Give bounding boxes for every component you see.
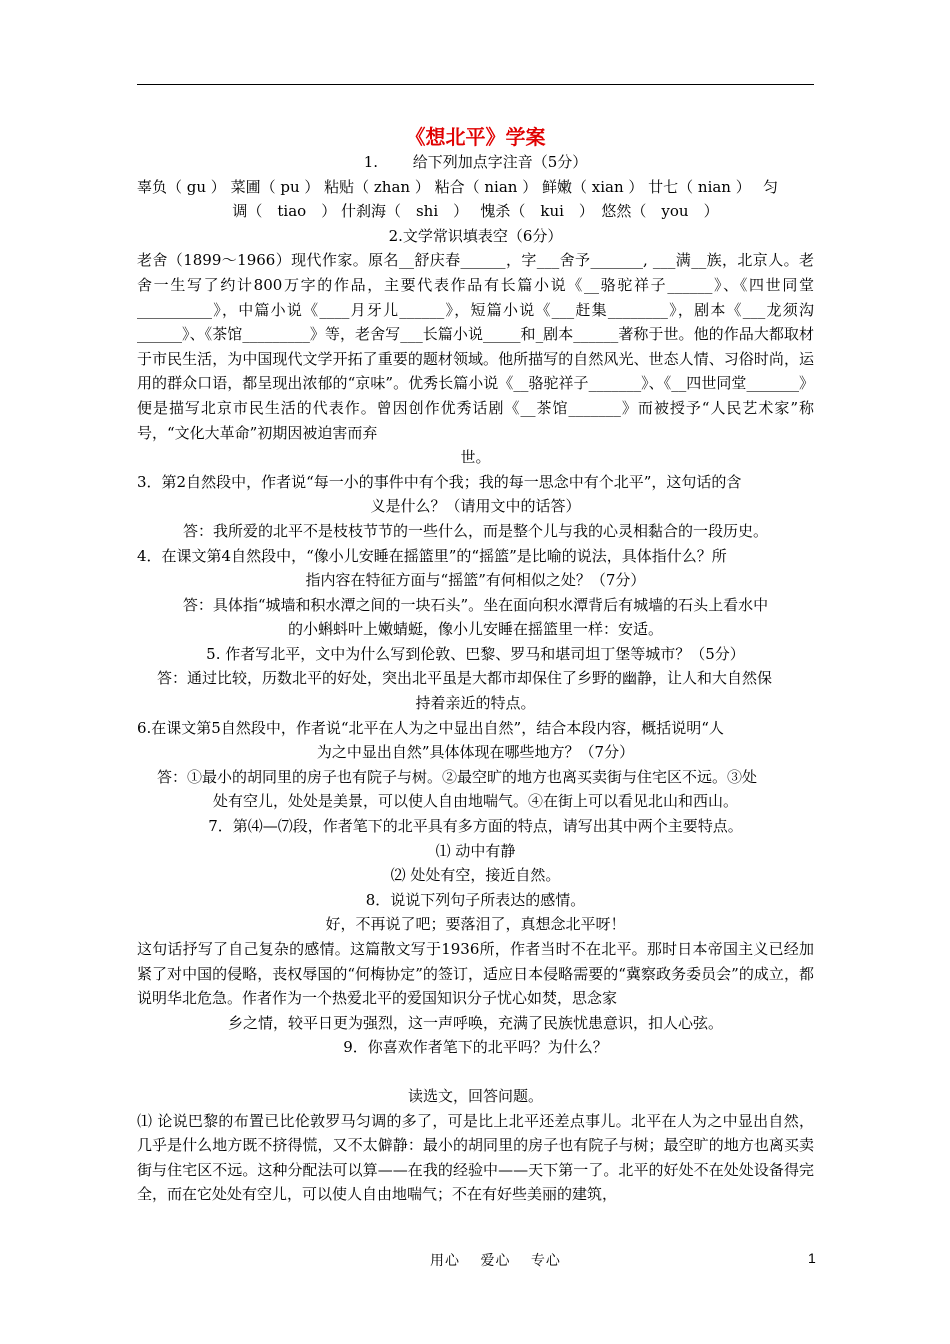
q7-answer-2: ⑵ 处处有空，接近自然。 [390, 866, 561, 885]
q1-line1: 辜负（ gu ） 菜圃（ pu ） 粘贴（ zhan ） 粘合（ nian ） 鲜嫩（ xian ） 廿七（ nian ） 匀 [137, 177, 779, 196]
q8-question: 8．说说下列句子所表达的感情。 [365, 890, 586, 909]
q9-question: 9．你喜欢作者笔下的北平吗？为什么？ [343, 1038, 608, 1057]
q7-question: 7．第⑷—⑺段，作者笔下的北平具有多方面的特点，请写出其中两个主要特点。 [208, 817, 743, 836]
q6-question-line2: 为之中显出自然”具体体现在哪些地方？（7分） [316, 743, 635, 762]
q5-answer-line1: 答：通过比较，历数北平的好处，突出北平虽是大都市却保住了乡野的幽静，让人和大自然保 [157, 669, 773, 688]
q3-answer: 答：我所爱的北平不是枝枝节节的一些什么，而是整个儿与我的心灵相黏合的一段历史。 [182, 521, 768, 540]
q6-answer-line1: 答：①最小的胡同里的房子也有院子与树。②最空旷的地方也离买卖街与住宅区不远。③处 [157, 767, 758, 786]
q6-question-line1: 6.在课文第5自然段中，作者说“北平在人为之中显出自然”，结合本段内容，概括说明“人 [137, 718, 724, 737]
reading-paragraph-1: ⑴ 论说巴黎的布置已比伦敦罗马匀调的多了，可是比上北平还差点事儿。北平在人为之中显出自然，几乎是什么地方既不挤得慌，又不太僻静：最小的胡同里的房子也有院子与树；最空旷的地方也离买卖街与住宅区不远。这种分配法可以算——在我的经验中——天下第一了。北平的好处不在处处设备得完全，而在它处处有空儿，可以使人自由地喘气；不在有好些美丽的建筑， [137, 1111, 814, 1204]
q8-quote: 好，不再说了吧；要落泪了，真想念北平呀！ [325, 915, 626, 934]
q3-question-line2: 义是什么？（请用文中的话答） [370, 497, 581, 516]
q8-answer: 这句话抒写了自己复杂的感情。这篇散文写于1936所，作者当时不在北平。那时日本帝国主义已经加紧了对中国的侵略，丧权辱国的“何梅协定”的签订，适应日本侵略需要的“冀察政务委员会”的成立，都说明华北危急。作者作为一个热爱北平的爱国知识分子忧心如焚，思念家 [137, 940, 814, 1008]
page-number: 1 [808, 1250, 816, 1266]
q1-line2: 调（ tiao ） 什刹海（ shi ） 愧杀（ kui ） 悠然（ you ） [232, 202, 719, 221]
q8-answer-tail: 乡之情，较平日更为强烈，这一声呼唤，充满了民族忧患意识，扣人心弦。 [227, 1013, 723, 1032]
q2-heading: 2.文学常识填表空（6分） [388, 226, 563, 245]
q4-answer-line2: 的小蝌蚪叶上嫩蜻蜓，像小儿安睡在摇篮里一样：安适。 [287, 620, 663, 639]
q4-answer-line1: 答：具体指“城墙和积水潭之间的一块石头”。坐在面向积水潭背后有城墙的石头上看水中 [182, 595, 769, 614]
footer-slogan: 用心 爱心 专心 [430, 1253, 561, 1269]
q2-body: 老舍（1899～1966）现代作家。原名__舒庆春______，字___舍予_______, ___满__族，北京人。老舍一生写了约计800万字的作品，主要代表作品有长篇小说《__骆驼祥子______》、《四世同堂__________》，中篇小说《____月牙儿______》，短篇小说《___赶集________》，剧本《___龙须沟______》、《茶馆_________》等，老舍写___长篇小说_____和_剧本______著称于世。他的作品大都取材于市民生活，为中国现代文学开拓了重要的题材领域。他所描写的自然风光、世态人情、习俗时尚，运用的群众口语，都呈现出浓郁的“京味”。优秀长篇小说《__骆驼祥子_______》、《__四世同堂_______》便是描写北京市民生活的代表作。曾因创作优秀话剧《__茶馆_______》而被授予“人民艺术家”称号，“文化大革命”初期因被迫害而弃 [137, 251, 814, 442]
document-body [137, 124, 814, 1207]
q4-question-line1: 4．在课文第4自然段中，“像小儿安睡在摇篮里”的“摇篮”是比喻的说法，具体指什么？所 [137, 546, 727, 565]
reading-heading: 读选文，回答问题。 [407, 1086, 543, 1105]
q1-heading: 1. 给下列加点字注音（5分） [363, 153, 588, 171]
q4-question-line2: 指内容在特征方面与“摇篮”有何相似之处？（7分） [305, 571, 646, 590]
spacer [137, 1060, 814, 1084]
q7-answer-1: ⑴ 动中有静 [435, 841, 516, 860]
q6-answer-line2: 处有空儿，处处是美景，可以使人自由地喘气。④在街上可以看见北山和西山。 [212, 792, 738, 811]
q5-answer-line2: 持着亲近的特点。 [415, 694, 536, 713]
q3-question-line1: 3．第2自然段中，作者说“每一小的事件中有个我；我的每一思念中有个北平”，这句话的含 [137, 472, 742, 491]
q2-tail: 世。 [460, 448, 491, 467]
q5-question: 5. 作者写北平，文中为什么写到伦敦、巴黎、罗马和堪司坦丁堡等城市？（5分） [206, 644, 745, 663]
document-title: 《想北平》学案 [405, 125, 546, 149]
header-rule [137, 84, 814, 85]
